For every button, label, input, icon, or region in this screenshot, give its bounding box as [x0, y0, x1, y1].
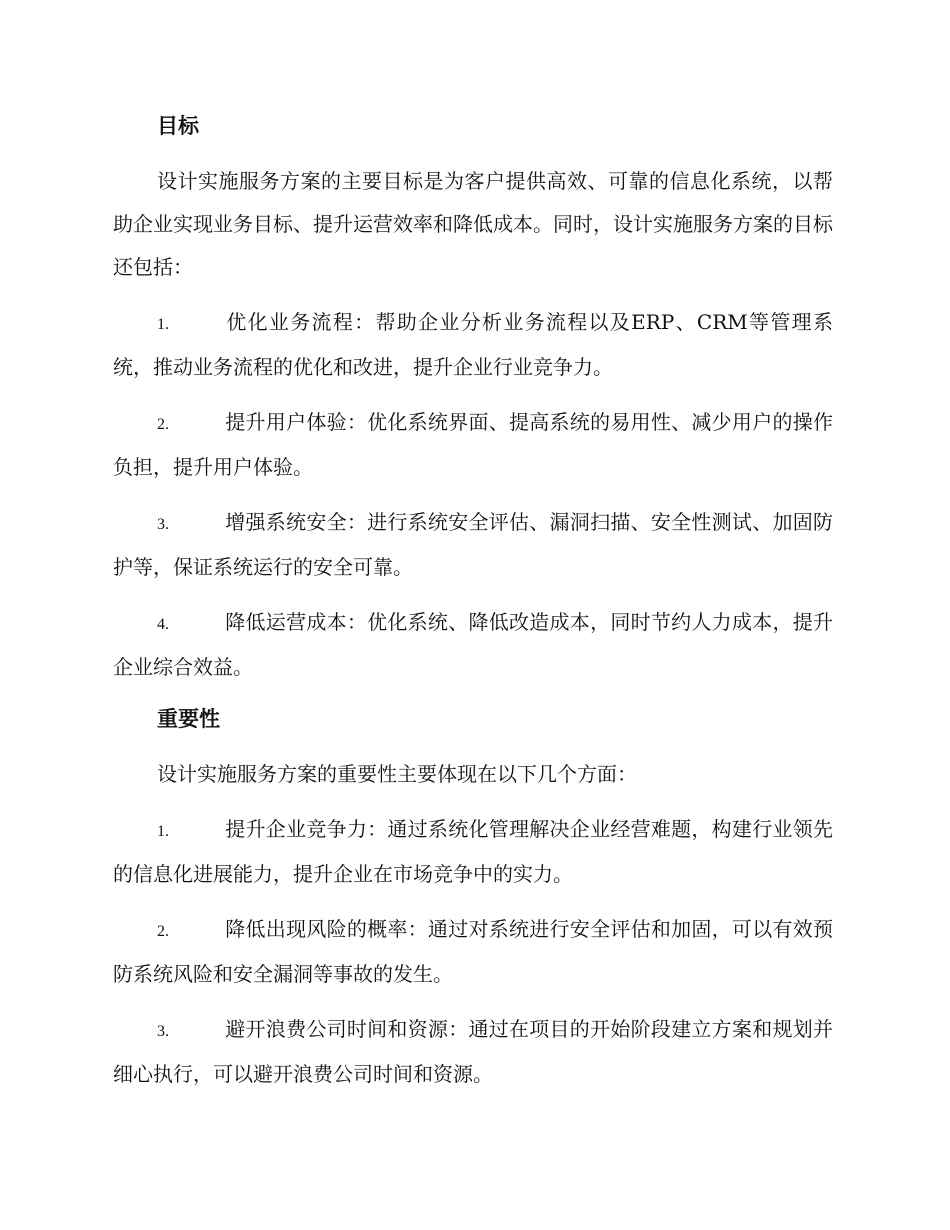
- list-number: 1.: [157, 823, 169, 840]
- list-number: 4.: [157, 616, 169, 633]
- list-item-text: 降低出现风险的概率：通过对系统进行安全评估和加固，可以有效预防系统风险和安全漏洞等事故的发生。: [113, 917, 833, 986]
- list-item-text: 提升用户体验：优化系统界面、提高系统的易用性、减少用户的操作负担，提升用户体验。: [113, 410, 833, 479]
- importance-intro-paragraph: 设计实施服务方案的重要性主要体现在以下几个方面：: [157, 762, 637, 786]
- list-item-text: 增强系统安全：进行系统安全评估、漏洞扫描、安全性测试、加固防护等，保证系统运行的安全可靠。: [113, 510, 833, 579]
- list-number: 2.: [157, 416, 169, 433]
- importance-list-item: [113, 1008, 833, 1096]
- section-heading-goals: 目标: [157, 114, 199, 138]
- list-item-text: 优化业务流程：帮助企业分析业务流程以及ERP、CRM等管理系统，推动业务流程的优化和改进，提升企业行业竞争力。: [113, 310, 833, 379]
- list-item-text: 降低运营成本：优化系统、降低改造成本，同时节约人力成本，提升企业综合效益。: [113, 610, 833, 679]
- list-number: 3.: [157, 516, 169, 533]
- goals-intro-paragraph: 设计实施服务方案的主要目标是为客户提供高效、可靠的信息化系统，以帮助企业实现业务目标、提升运营效率和降低成本。同时，设计实施服务方案的目标还包括：: [113, 169, 833, 279]
- goals-list-item: [113, 501, 833, 589]
- section-heading-importance: 重要性: [157, 707, 220, 731]
- list-item-text: 避开浪费公司时间和资源：通过在项目的开始阶段建立方案和规划并细心执行，可以避开浪费公司时间和资源。: [113, 1017, 833, 1086]
- list-number: 1.: [157, 316, 169, 333]
- goals-list-item: [113, 401, 833, 489]
- list-number: 2.: [157, 923, 169, 940]
- list-number: 3.: [157, 1023, 169, 1040]
- goals-list-item: [113, 301, 833, 389]
- list-item-text: 提升企业竞争力：通过系统化管理解决企业经营难题，构建行业领先的信息化进展能力，提升企业在市场竞争中的实力。: [113, 817, 833, 886]
- document-body: [113, 108, 833, 1108]
- importance-list-item: [113, 908, 833, 996]
- importance-list-item: [113, 808, 833, 896]
- goals-list-item: [113, 601, 833, 689]
